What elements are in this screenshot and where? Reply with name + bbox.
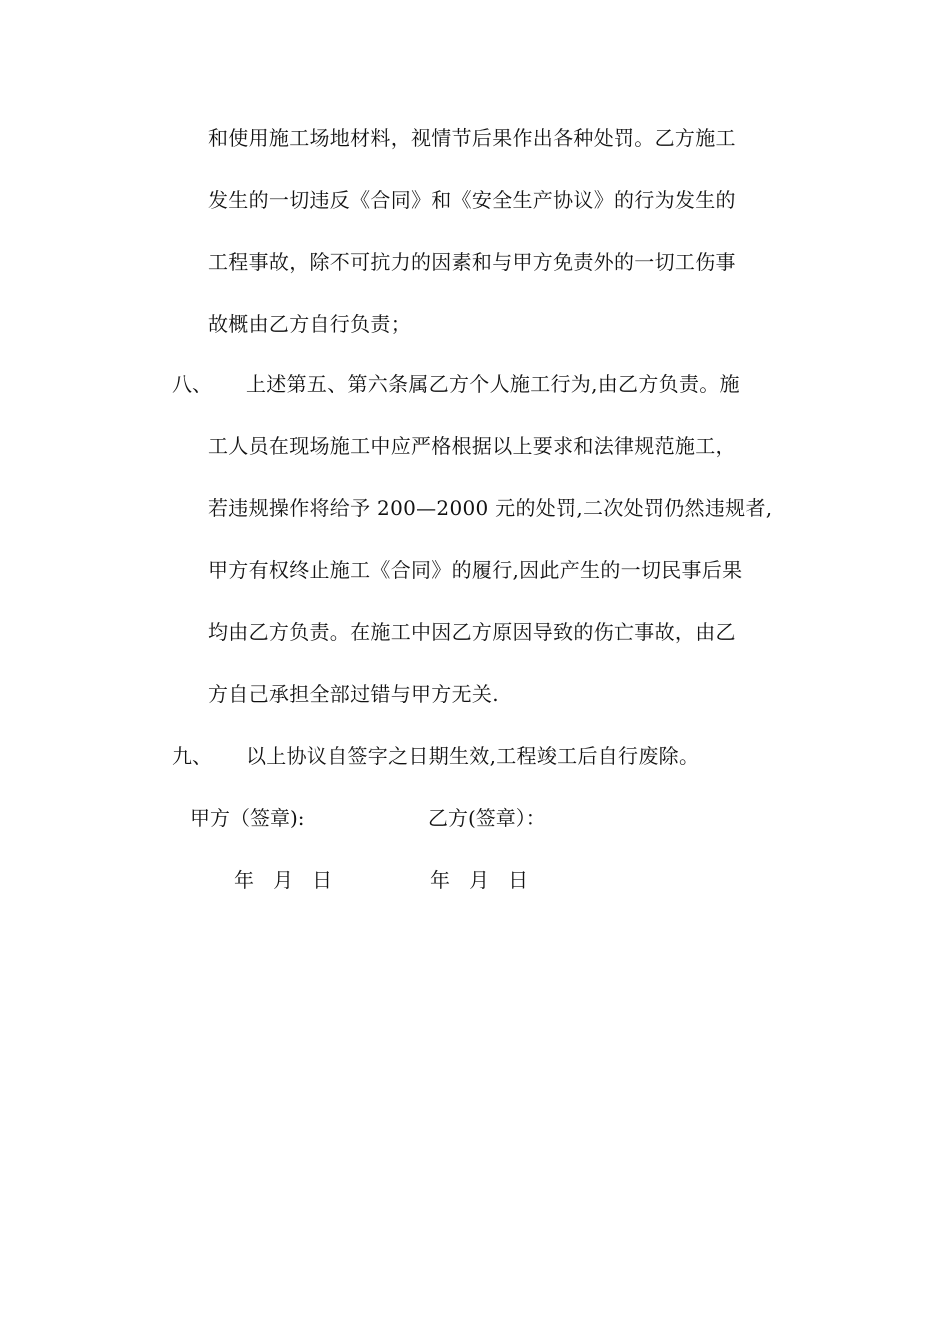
text-line: 方自己承担全部过错与甲方无关.: [208, 682, 499, 706]
text-line: 甲方有权终止施工《合同》的履行,因此产生的一切民事后果: [208, 558, 743, 582]
text-line: 和使用施工场地材料，视情节后果作出各种处罚。乙方施工: [208, 126, 736, 150]
party-a-signature-label: 甲方（签章):: [190, 806, 305, 830]
clause-first-line: 上述第五、第六条属乙方个人施工行为,由乙方负责。施: [246, 372, 740, 396]
text-line: 工人员在现场施工中应严格根据以上要求和法律规范施工，: [208, 434, 736, 458]
text-line: 均由乙方负责。在施工中因乙方原因导致的伤亡事故，由乙: [208, 620, 736, 644]
party-b-date: 年 月 日: [430, 868, 529, 892]
clause-number: 九、: [172, 744, 212, 768]
clause-number: 八、: [172, 372, 212, 396]
text-line: 若违规操作将给予 200—2000 元的处罚,二次处罚仍然违规者,: [208, 496, 773, 520]
clause-first-line: 以上协议自签字之日期生效,工程竣工后自行废除。: [246, 744, 700, 768]
party-a-date: 年 月 日: [234, 868, 333, 892]
text-line: 发生的一切违反《合同》和《安全生产协议》的行为发生的: [208, 188, 736, 212]
text-line: 故概由乙方自行负责；: [208, 312, 411, 336]
party-b-signature-label: 乙方(签章）：: [428, 806, 546, 830]
text-line: 工程事故，除不可抗力的因素和与甲方免责外的一切工伤事: [208, 250, 736, 274]
